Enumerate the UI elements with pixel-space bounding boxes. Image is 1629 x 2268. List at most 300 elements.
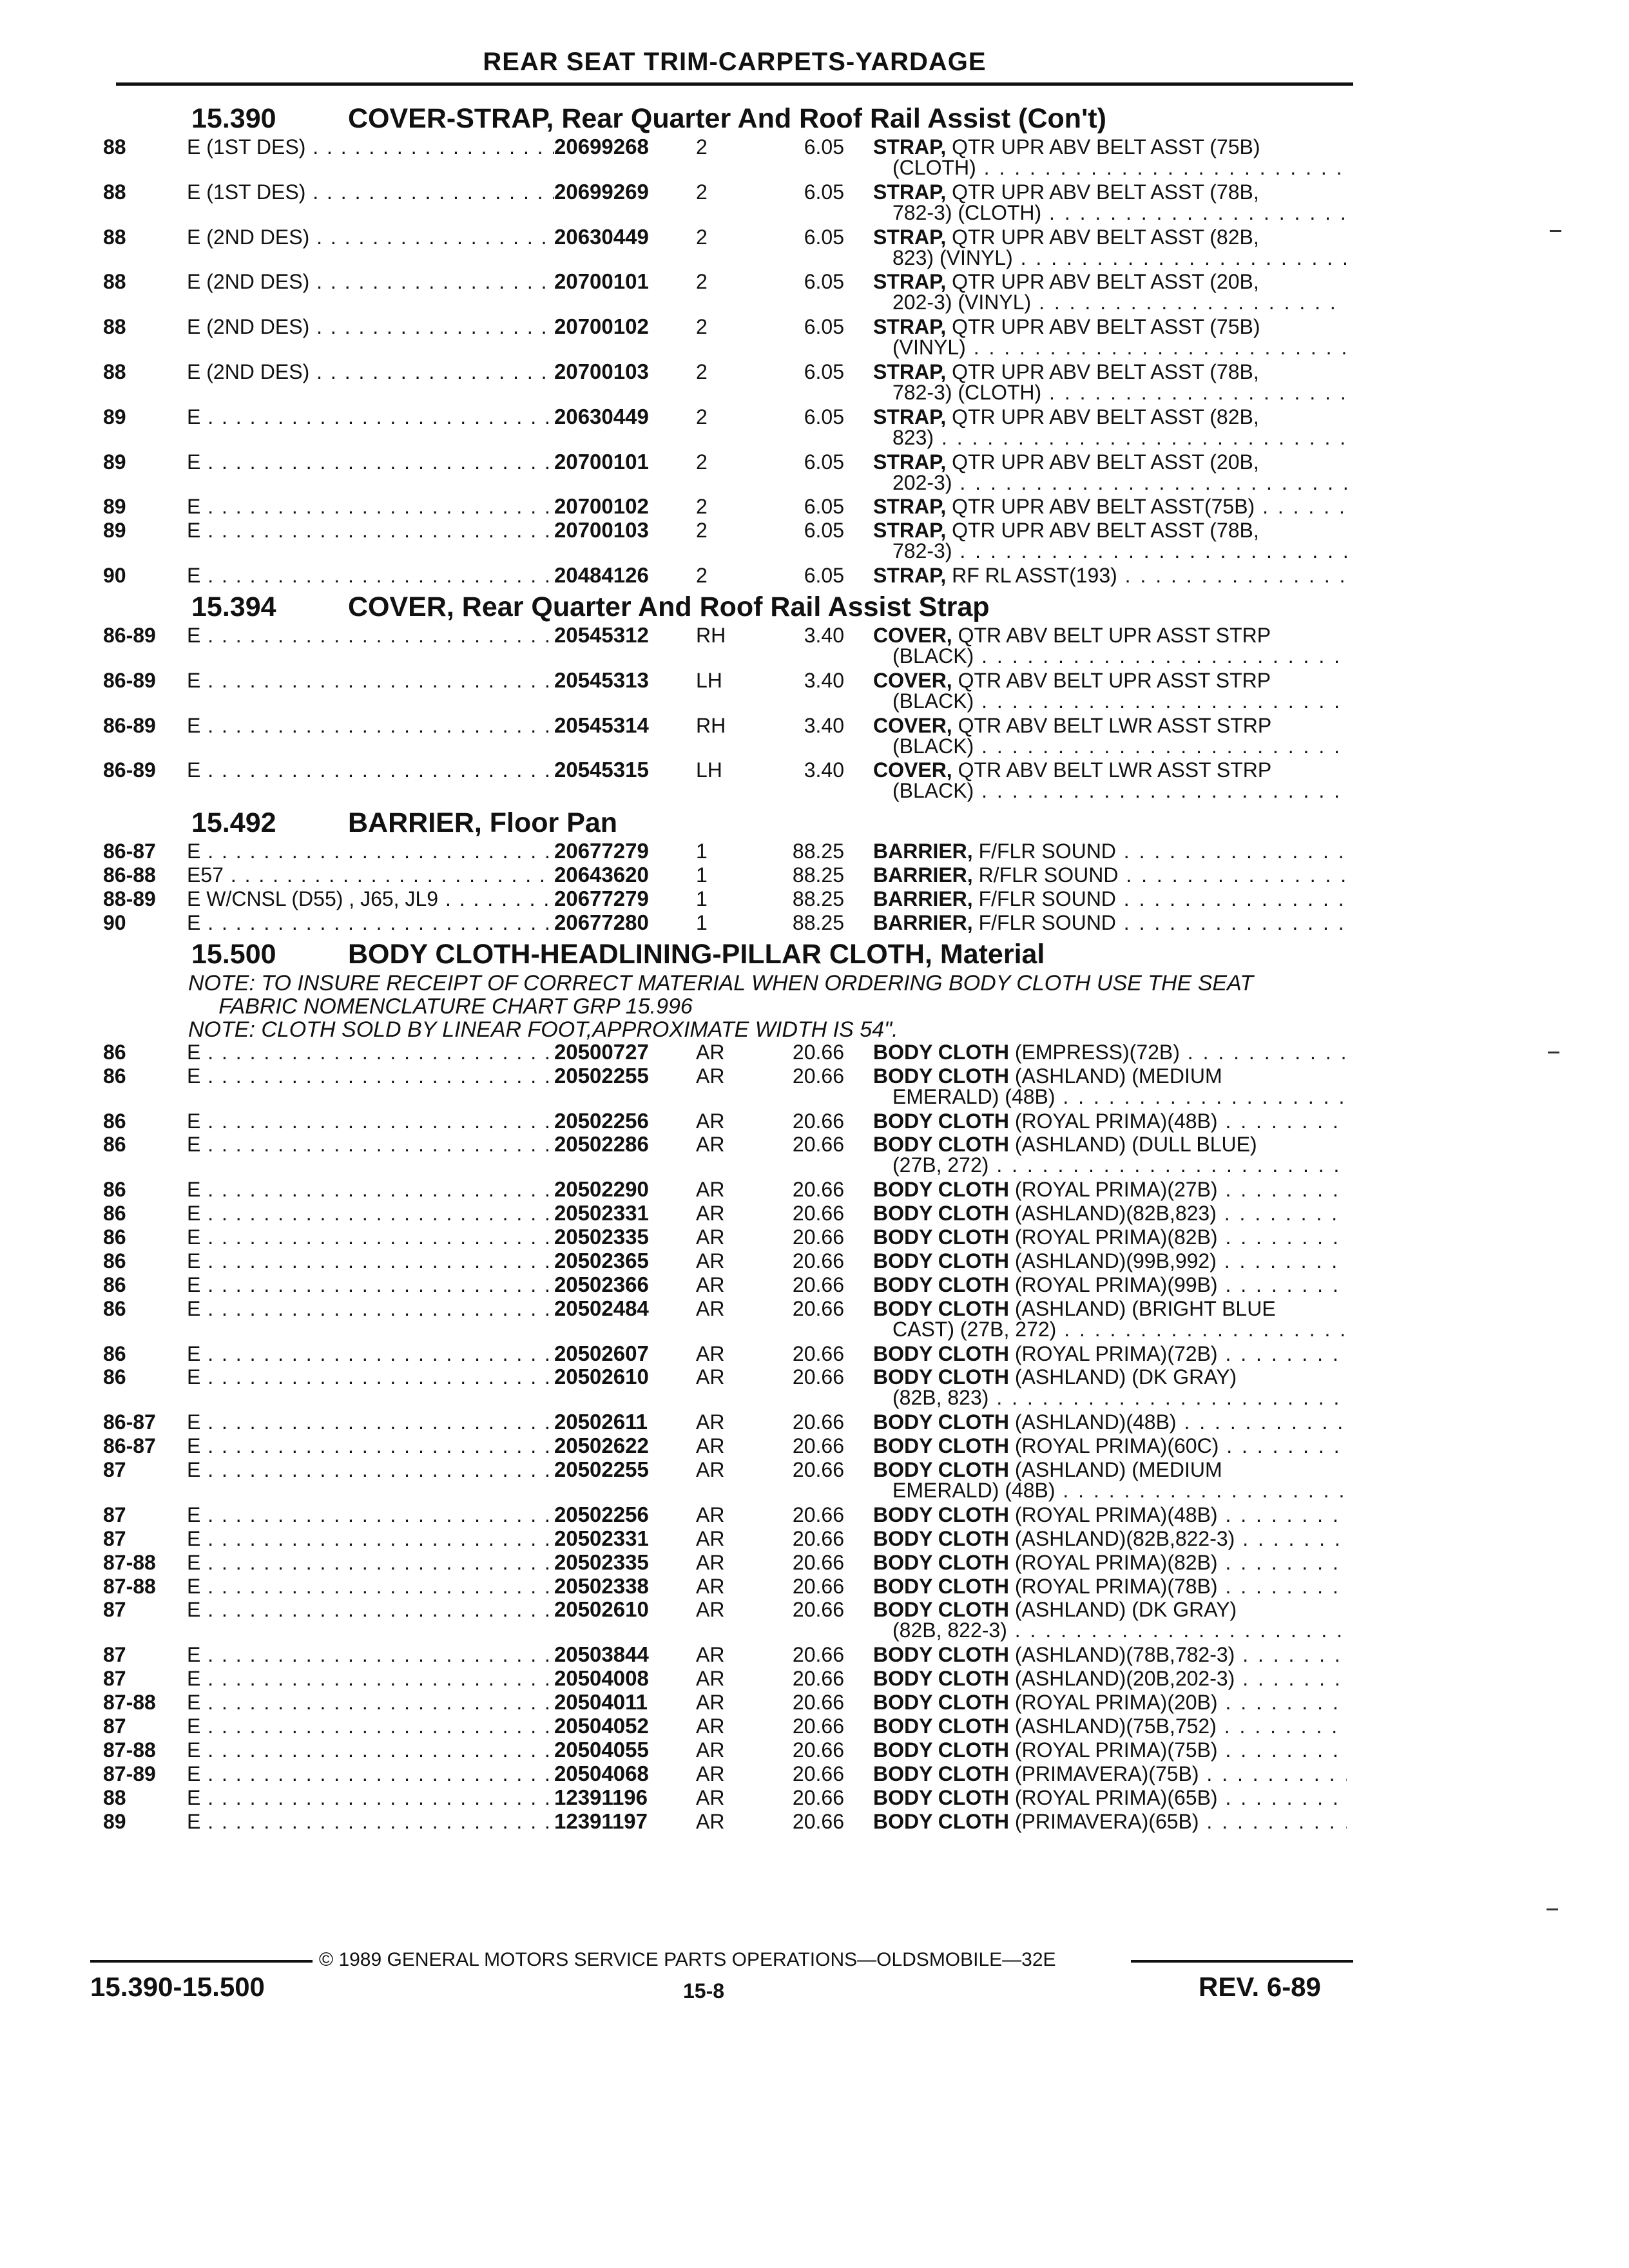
part-row-continuation: [0, 1153, 1547, 1177]
part-row: [0, 1273, 1547, 1296]
part-description: [873, 1133, 1257, 1156]
part-number: 20700103: [554, 360, 649, 383]
part-description: [873, 1667, 1347, 1690]
description-name: BODY CLOTH: [873, 1598, 1009, 1622]
model-code: E . . .: [187, 1551, 554, 1574]
section-title: COVER-STRAP, Rear Quarter And Roof Rail Assist (Con't): [348, 103, 1106, 134]
model-code: E . . .: [187, 758, 554, 782]
quantity: AR: [696, 1109, 725, 1133]
part-row: [0, 495, 1547, 518]
part-number: 20677279: [554, 887, 649, 910]
model-code: E . . .: [187, 1133, 554, 1156]
price: 20.66: [792, 1365, 844, 1389]
quantity: 2: [696, 315, 708, 339]
part-row-continuation: [0, 426, 1547, 449]
description-detail: QTR ABV BELT UPR ASST STRP: [952, 668, 1271, 692]
description-name: STRAP,: [873, 519, 947, 543]
part-number: 20700102: [554, 314, 649, 339]
model-year: 86-89: [103, 624, 156, 647]
description-name: BODY CLOTH: [873, 1714, 1009, 1738]
description-detail: (ASHLAND) (MEDIUM: [1008, 1458, 1222, 1481]
part-description: [873, 863, 1347, 887]
part-row: [0, 405, 1547, 428]
model-year: 86: [103, 1064, 126, 1088]
price: 6.05: [804, 225, 844, 249]
part-number: 12391197: [554, 1809, 648, 1833]
part-row: [0, 624, 1547, 647]
part-description: [873, 1110, 1347, 1133]
description-detail: QTR UPR ABV BELT ASST (78B,: [946, 180, 1259, 204]
price: 3.40: [804, 668, 844, 692]
model-code: E . . .: [187, 624, 554, 647]
section-title: COVER, Rear Quarter And Roof Rail Assist Strap: [348, 591, 990, 622]
description-name: BODY CLOTH: [873, 1040, 1009, 1064]
model-year: 86: [103, 1225, 126, 1249]
part-number: 20503844: [554, 1642, 649, 1667]
part-number: 20502611: [554, 1410, 648, 1434]
price: 20.66: [792, 1178, 844, 1202]
part-description: [873, 1810, 1347, 1833]
part-number: 20502290: [554, 1177, 649, 1202]
part-description-continued: EMERALD) (48B) . . .: [892, 1479, 1347, 1502]
description-detail: (ASHLAND)(75B,752): [1008, 1714, 1217, 1738]
model-code: E . . .: [187, 714, 554, 737]
model-year: 89: [103, 519, 126, 543]
part-description: [873, 1458, 1222, 1481]
description-detail: (ASHLAND)(20B,202-3): [1008, 1667, 1235, 1691]
part-description: [873, 1297, 1276, 1320]
description-name: BODY CLOTH: [873, 1178, 1009, 1202]
part-number: 20502366: [554, 1272, 649, 1296]
model-code: E . . .: [187, 1225, 554, 1249]
part-description: [873, 1434, 1347, 1457]
part-description-continued: (82B, 823) . . .: [892, 1386, 1347, 1409]
part-description: [873, 758, 1271, 782]
quantity: AR: [696, 1133, 725, 1157]
description-detail: (ROYAL PRIMA)(72B): [1008, 1341, 1218, 1365]
description-detail: (ROYAL PRIMA)(78B): [1008, 1574, 1218, 1598]
model-code: E (2ND DES) . . .: [187, 226, 554, 249]
part-number: 20502610: [554, 1365, 649, 1389]
part-description: [873, 1342, 1347, 1365]
price: 20.66: [792, 1458, 844, 1481]
price: 20.66: [792, 1598, 844, 1622]
quantity: AR: [696, 1458, 725, 1481]
price: 6.05: [804, 360, 844, 383]
model-code: E . . .: [187, 519, 554, 542]
model-year: 87-89: [103, 1762, 156, 1785]
price: 20.66: [792, 1064, 844, 1088]
model-code: E . . .: [187, 1202, 554, 1225]
model-year: 86: [103, 1040, 126, 1064]
part-row: [0, 1225, 1547, 1249]
part-row: [0, 564, 1547, 587]
model-year: 90: [103, 564, 126, 588]
quantity: AR: [696, 1202, 725, 1225]
description-detail: QTR UPR ABV BELT ASST (78B,: [946, 360, 1259, 383]
description-detail: QTR UPR ABV BELT ASST (75B): [946, 315, 1260, 339]
price: 20.66: [792, 1762, 844, 1785]
description-detail: (ASHLAND) (BRIGHT BLUE: [1008, 1296, 1276, 1320]
price: 20.66: [792, 1667, 844, 1691]
part-row: [0, 840, 1547, 863]
description-detail: (ASHLAND)(78B,782-3): [1008, 1643, 1235, 1667]
description-detail: (ROYAL PRIMA)(82B): [1008, 1550, 1218, 1574]
part-row: [0, 1667, 1547, 1690]
description-name: BODY CLOTH: [873, 1503, 1009, 1526]
model-year: 86: [103, 1133, 126, 1157]
part-row: [0, 1527, 1547, 1550]
quantity: AR: [696, 1667, 725, 1691]
description-detail: QTR UPR ABV BELT ASST (75B): [946, 135, 1260, 159]
price: 20.66: [792, 1225, 844, 1249]
page-header: REAR SEAT TRIM-CARPETS-YARDAGE: [483, 48, 987, 76]
model-year: 86-87: [103, 1434, 156, 1458]
price: 6.05: [804, 315, 844, 339]
quantity: 2: [696, 495, 708, 519]
description-detail: QTR ABV BELT LWR ASST STRP: [952, 758, 1272, 782]
part-description: [873, 135, 1260, 159]
description-name: BODY CLOTH: [873, 1064, 1009, 1088]
model-year: 88: [103, 360, 126, 383]
part-number: 20502338: [554, 1573, 649, 1598]
price: 20.66: [792, 1785, 844, 1809]
part-row: [0, 863, 1547, 887]
price: 6.05: [804, 270, 844, 294]
model-year: 86-87: [103, 1410, 156, 1434]
part-description: [873, 1527, 1347, 1550]
part-description-continued: 823) (VINYL) . . .: [892, 246, 1347, 269]
description-detail: (ROYAL PRIMA)(65B): [1008, 1785, 1218, 1809]
part-row: [0, 1810, 1547, 1833]
price: 20.66: [792, 1714, 844, 1738]
quantity: AR: [696, 1503, 725, 1526]
model-year: 87: [103, 1526, 126, 1550]
model-code: E . . .: [187, 1575, 554, 1598]
quantity: AR: [696, 1273, 725, 1296]
quantity: AR: [696, 1434, 725, 1458]
description-name: STRAP,: [873, 450, 947, 474]
page-number: 15-8: [683, 1979, 725, 2003]
part-number: 20700103: [554, 518, 649, 543]
description-detail: (ROYAL PRIMA)(27B): [1008, 1178, 1218, 1202]
description-detail: (ASHLAND) (MEDIUM: [1008, 1064, 1222, 1088]
model-year: 87: [103, 1458, 126, 1481]
part-number: 20502335: [554, 1550, 649, 1574]
part-number: 20502286: [554, 1132, 649, 1157]
part-row: [0, 1342, 1547, 1365]
part-row-continuation: [0, 246, 1547, 269]
part-description: [873, 840, 1347, 863]
model-code: E . . .: [187, 1810, 554, 1833]
part-row: [0, 519, 1547, 542]
quantity: 2: [696, 405, 708, 428]
model-code: E . . .: [187, 1273, 554, 1296]
part-row: [0, 887, 1547, 910]
quantity: AR: [696, 1225, 725, 1249]
part-row-continuation: [0, 1085, 1547, 1108]
model-code: E . . .: [187, 1365, 554, 1389]
model-year: 86: [103, 1341, 126, 1365]
description-name: STRAP,: [873, 405, 947, 428]
description-detail: QTR ABV BELT LWR ASST STRP: [952, 713, 1272, 737]
quantity: AR: [696, 1738, 725, 1762]
part-number: 20500727: [554, 1039, 649, 1064]
description-detail: QTR UPR ABV BELT ASST(75B): [946, 495, 1255, 519]
description-name: BODY CLOTH: [873, 1202, 1009, 1225]
part-description: [873, 1786, 1347, 1809]
model-code: E . . .: [187, 1643, 554, 1666]
part-row: [0, 270, 1547, 293]
price: 88.25: [792, 840, 844, 863]
quantity: AR: [696, 1410, 725, 1434]
part-number: 20502335: [554, 1225, 649, 1249]
section-note: FABRIC NOMENCLATURE CHART GRP 15.996: [188, 994, 693, 1019]
quantity: 2: [696, 360, 708, 383]
part-description-continued: 823) . . .: [892, 426, 1347, 449]
model-year: 86: [103, 1296, 126, 1320]
part-row-continuation: [0, 779, 1547, 802]
part-row: [0, 1249, 1547, 1273]
part-number: 20699269: [554, 179, 649, 204]
description-name: COVER,: [873, 713, 952, 737]
model-year: 87: [103, 1598, 126, 1622]
description-detail: (ROYAL PRIMA)(75B): [1008, 1738, 1218, 1762]
model-code: E . . .: [187, 1342, 554, 1365]
revision-label: REV. 6-89: [1199, 1972, 1321, 2002]
part-number: 20700102: [554, 494, 649, 519]
description-name: BODY CLOTH: [873, 1574, 1009, 1598]
price: 88.25: [792, 863, 844, 887]
quantity: 2: [696, 270, 708, 294]
quantity: 1: [696, 887, 708, 910]
price: 6.05: [804, 450, 844, 474]
model-code: E (2ND DES) . . .: [187, 360, 554, 383]
part-number: 20545315: [554, 758, 649, 782]
margin-mark: [1548, 1052, 1559, 1053]
model-year: 89: [103, 450, 126, 474]
part-description-continued: 202-3) (VINYL) . . .: [892, 291, 1347, 314]
part-number: 20700101: [554, 449, 649, 474]
model-year: 88: [103, 180, 126, 204]
part-row: [0, 1575, 1547, 1598]
quantity: 2: [696, 225, 708, 249]
margin-mark: [1550, 230, 1561, 232]
part-row: [0, 669, 1547, 692]
model-code: E . . .: [187, 1110, 554, 1133]
part-number: 20504055: [554, 1737, 649, 1762]
part-description: [873, 1410, 1347, 1434]
quantity: AR: [696, 1598, 725, 1622]
description-detail: R/FLR SOUND: [972, 863, 1119, 887]
model-year: 90: [103, 910, 126, 934]
quantity: 2: [696, 519, 708, 543]
quantity: AR: [696, 1809, 725, 1833]
model-code: E . . .: [187, 911, 554, 934]
description-detail: (ROYAL PRIMA)(82B): [1008, 1225, 1218, 1249]
part-row: [0, 1551, 1547, 1574]
description-name: COVER,: [873, 668, 952, 692]
part-description: [873, 1041, 1347, 1064]
description-detail: (PRIMAVERA)(75B): [1008, 1762, 1199, 1785]
price: 20.66: [792, 1133, 844, 1157]
model-year: 88: [103, 315, 126, 339]
description-detail: QTR UPR ABV BELT ASST (78B,: [946, 519, 1259, 543]
model-code: E . . .: [187, 669, 554, 692]
part-row: [0, 1738, 1547, 1762]
part-description: [873, 1575, 1347, 1598]
section-number: 15.500: [191, 938, 276, 970]
part-row-continuation: [0, 1479, 1547, 1502]
part-row: [0, 1110, 1547, 1133]
section-number: 15.390: [191, 103, 276, 134]
description-name: BODY CLOTH: [873, 1341, 1009, 1365]
model-year: 87: [103, 1503, 126, 1526]
model-year: 88: [103, 225, 126, 249]
part-number: 20502610: [554, 1597, 649, 1622]
description-name: STRAP,: [873, 360, 947, 383]
model-year: 89: [103, 1809, 126, 1833]
part-row: [0, 180, 1547, 204]
description-name: BODY CLOTH: [873, 1550, 1009, 1574]
part-row: [0, 758, 1547, 782]
part-description: [873, 270, 1259, 293]
price: 20.66: [792, 1410, 844, 1434]
model-year: 88: [103, 1785, 126, 1809]
part-number: 20502331: [554, 1201, 649, 1225]
price: 20.66: [792, 1691, 844, 1714]
model-code: E . . .: [187, 1667, 554, 1690]
quantity: 1: [696, 910, 708, 934]
model-year: 88: [103, 135, 126, 159]
part-number: 20502607: [554, 1341, 649, 1365]
model-year: 86: [103, 1249, 126, 1273]
footer-rule-left: [90, 1960, 313, 1963]
part-number: 20545312: [554, 623, 649, 647]
part-row: [0, 1458, 1547, 1481]
part-description: [873, 315, 1260, 338]
part-row: [0, 911, 1547, 934]
description-name: BODY CLOTH: [873, 1296, 1009, 1320]
price: 20.66: [792, 1109, 844, 1133]
part-description: [873, 1503, 1347, 1526]
part-number: 20502331: [554, 1526, 649, 1550]
quantity: AR: [696, 1691, 725, 1714]
part-description: [873, 669, 1271, 692]
description-detail: (ASHLAND) (DK GRAY): [1008, 1598, 1237, 1622]
price: 20.66: [792, 1738, 844, 1762]
part-row-continuation: [0, 471, 1547, 494]
model-code: E . . .: [187, 1064, 554, 1088]
quantity: AR: [696, 1064, 725, 1088]
part-number: 20484126: [554, 563, 649, 588]
quantity: 1: [696, 840, 708, 863]
description-name: STRAP,: [873, 135, 947, 159]
part-number: 20677280: [554, 910, 649, 934]
model-year: 87: [103, 1714, 126, 1738]
part-description-continued: (BLACK) . . .: [892, 735, 1347, 758]
part-description: [873, 1365, 1237, 1389]
quantity: RH: [696, 624, 726, 647]
part-description: [873, 624, 1271, 647]
part-description-continued: (BLACK) . . .: [892, 689, 1347, 713]
price: 20.66: [792, 1249, 844, 1273]
description-name: STRAP,: [873, 564, 947, 588]
model-code: E . . .: [187, 1503, 554, 1526]
part-row: [0, 135, 1547, 159]
model-year: 86-87: [103, 840, 156, 863]
part-description: [873, 360, 1259, 383]
model-year: 86: [103, 1365, 126, 1389]
price: 20.66: [792, 1503, 844, 1526]
quantity: AR: [696, 1040, 725, 1064]
part-number: 20545314: [554, 713, 649, 737]
model-code: E . . .: [187, 1178, 554, 1201]
quantity: AR: [696, 1550, 725, 1574]
part-number: 12391196: [554, 1785, 648, 1809]
part-description: [873, 1691, 1347, 1714]
description-name: BODY CLOTH: [873, 1526, 1009, 1550]
footer-rule-right: [1131, 1960, 1353, 1963]
section-note: NOTE: CLOTH SOLD BY LINEAR FOOT,APPROXIMATE WIDTH IS 54".: [188, 1017, 898, 1042]
description-detail: (ASHLAND) (DULL BLUE): [1008, 1133, 1257, 1157]
part-row: [0, 1041, 1547, 1064]
price: 20.66: [792, 1296, 844, 1320]
part-number: 20502256: [554, 1502, 649, 1526]
part-description: [873, 1249, 1347, 1273]
part-row: [0, 1434, 1547, 1457]
part-row: [0, 450, 1547, 474]
part-description: [873, 1738, 1347, 1762]
quantity: AR: [696, 1365, 725, 1389]
part-row-continuation: [0, 201, 1547, 224]
description-name: STRAP,: [873, 495, 947, 519]
model-code: E . . .: [187, 564, 554, 587]
model-year: 87: [103, 1667, 126, 1691]
part-row: [0, 315, 1547, 338]
model-year: 88: [103, 270, 126, 294]
description-name: BODY CLOTH: [873, 1434, 1009, 1458]
part-row-continuation: [0, 291, 1547, 314]
quantity: AR: [696, 1714, 725, 1738]
part-description: [873, 1551, 1347, 1574]
description-detail: QTR ABV BELT UPR ASST STRP: [952, 624, 1271, 647]
description-name: BODY CLOTH: [873, 1249, 1009, 1273]
description-name: BODY CLOTH: [873, 1273, 1009, 1296]
part-number: 20502255: [554, 1063, 649, 1088]
description-name: BODY CLOTH: [873, 1365, 1009, 1389]
part-number: 20630449: [554, 224, 649, 249]
quantity: AR: [696, 1296, 725, 1320]
description-name: BODY CLOTH: [873, 1691, 1009, 1714]
price: 20.66: [792, 1434, 844, 1458]
quantity: RH: [696, 713, 726, 737]
model-code: E . . .: [187, 1249, 554, 1273]
part-number: 20700101: [554, 269, 649, 294]
model-year: 86: [103, 1178, 126, 1202]
model-code: E . . .: [187, 450, 554, 474]
description-name: BARRIER,: [873, 910, 973, 934]
quantity: AR: [696, 1341, 725, 1365]
description-detail: (ASHLAND)(99B,992): [1008, 1249, 1217, 1273]
part-description-continued: (BLACK) . . .: [892, 644, 1347, 668]
model-year: 86: [103, 1273, 126, 1296]
price: 20.66: [792, 1341, 844, 1365]
part-description: [873, 226, 1259, 249]
model-year: 89: [103, 405, 126, 428]
part-row-continuation: [0, 539, 1547, 562]
model-code: E57 . . .: [187, 863, 554, 887]
